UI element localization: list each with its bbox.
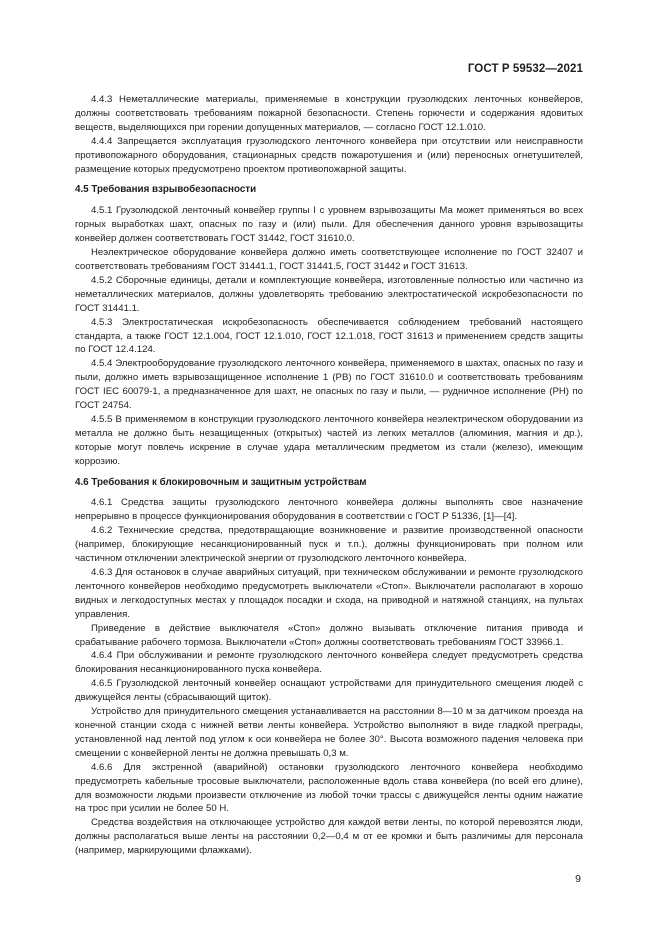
paragraph: 4.5.4 Электрооборудование грузолюдского ленточного конвейера, применяемого в шахтах, опасных по газу и пыли, должно иметь взрывозащищенное исполнение 1 (РВ) по ГОСТ 31610.0 и соответствовать требованиям ГОСТ IEC 60079-1, а предназначенное для шахт, не опасных по газу и пыли, — рудничное исполнение (РН) по ГОСТ 24754. (75, 358, 583, 412)
paragraph: 4.6.4 При обслуживании и ремонте грузолюдского ленточного конвейера следует предусмотреть средства блокирования несанкционированного пуска конвейера. (75, 650, 583, 676)
section-heading: 4.6 Требования к блокировочным и защитным устройствам (75, 476, 367, 488)
paragraph: 4.6.3 Для остановок в случае аварийных ситуаций, при техническом обслуживании и ремонте грузолюдского ленточного конвейеров необходимо предусмотреть выключатели «Стоп». Выключатели располагают в хорошо видных и легкодоступных местах у площадок посадки и схода, на приводной и натяжной станциях, на пультах управления. (75, 567, 583, 620)
standard-designation: ГОСТ Р 59532—2021 (467, 63, 583, 75)
document-body (75, 93, 583, 858)
paragraph: 4.6.5 Грузолюдской ленточный конвейер оснащают устройствами для принудительного смещения людей с движущейся ленты (сбрасывающий щиток). (75, 678, 583, 704)
paragraph: Неэлектрическое оборудование конвейера должно иметь соответствующее исполнение по ГОСТ 32407 и соответствовать требованиям ГОСТ 31441.1, ГОСТ 31441.5, ГОСТ 31442 и ГОСТ 31613. (75, 247, 583, 272)
paragraph: Средства воздействия на отключающее устройство для каждой ветви ленты, по которой перевозятся люди, должны располагаться выше ленты на расстоянии 0,2—0,4 м от ее кромки и быть различимы для персонала (например, маркирующими флажками). (75, 817, 583, 857)
paragraph: 4.4.4 Запрещается эксплуатация грузолюдского ленточного конвейера при отсутствии или неисправности противопожарного оборудования, стационарных средств пожаротушения и (или) переносных огнетушителей, размещение которых предусмотрено проектом противопожарной защиты. (75, 135, 583, 175)
paragraph: 4.4.3 Неметаллические материалы, применяемые в конструкции грузолюдских ленточных конвейеров, должны соответствовать требованиям пожарной безопасности. Степень горючести и содержания ядовитых веществ, выделяющихся при горении допущенных материалов, — согласно ГОСТ 12.1.010. (75, 94, 583, 133)
paragraph: 4.6.1 Средства защиты грузолюдского ленточного конвейера должны выполнять свое назначение непрерывно в процессе функционирования оборудования в соответствии с ГОСТ Р 51336, [1]—[4]. (75, 497, 583, 523)
paragraph: 4.5.2 Сборочные единицы, детали и комплектующие конвейера, изготовленные полностью или частично из неметаллических материалов, должны удовлетворять требованию электростатической искробезопасности по ГОСТ 31441.1. (75, 274, 583, 314)
paragraph: 4.5.3 Электростатическая искробезопасность обеспечивается соблюдением требований настоящего стандарта, а также ГОСТ 12.1.004, ГОСТ 12.1.010, ГОСТ 12.1.018, ГОСТ 31613 и применением средств защиты по ГОСТ 12.4.124. (75, 316, 583, 356)
paragraph: 4.5.1 Грузолюдской ленточный конвейер группы I с уровнем взрывозащиты Ма может применяться во всех горных выработках шахт, опасных по газу и (или) пыли. Для обеспечения данного уровня взрывозащиты конвейер должен соответствовать ГОСТ 31442, ГОСТ 31610.0. (75, 205, 583, 245)
paragraph: 4.5.5 В применяемом в конструкции грузолюдского ленточного конвейера неэлектрическом оборудовании из металла не должно быть незащищенных (открытых) частей из легких металлов (алюминия, магния и др.), которые могут повлечь искрение в случае удара металлическим предметом из стали (железо), имеющим коррозию. (75, 413, 583, 467)
paragraph: 4.6.2 Технические средства, предотвращающие возникновение и развитие производственной опасности (например, блокирующие несанкционированный пуск и т.п.), должны функционировать при полном или частичном отключении электрической энергии от грузолюдского ленточного конвейера. (75, 525, 583, 565)
paragraph: Приведение в действие выключателя «Стоп» должно вызывать отключение питания привода и срабатывание рабочего тормоза. Выключатели «Стоп» должны соответствовать требованиям ГОСТ 33966.1. (75, 622, 583, 648)
section-heading: 4.5 Требования взрывобезопасности (75, 184, 257, 196)
page-number: 9 (575, 873, 581, 885)
paragraph: Устройство для принудительного смещения устанавливается на расстоянии 8—10 м за датчиком проезда на конечной станции схода с нижней ветви ленты конвейера. Устройство выполняют в виде гладкой преграды, установленной над лентой под углом к оси конвейера не более 30°. Высота возможного падения человека при смещении с конвейерной ленты не должна превышать 0,3 м. (75, 706, 583, 759)
paragraph: 4.6.6 Для экстренной (аварийной) остановки грузолюдского ленточного конвейера необходимо предусмотреть кабельные тросовые выключатели, расположенные вдоль става конвейера (по всей его длине), для возможности людьми произвести отключение из любой точки трассы с движущейся ленты одним нажатие на трос при усилии не более 50 Н. (75, 761, 583, 815)
